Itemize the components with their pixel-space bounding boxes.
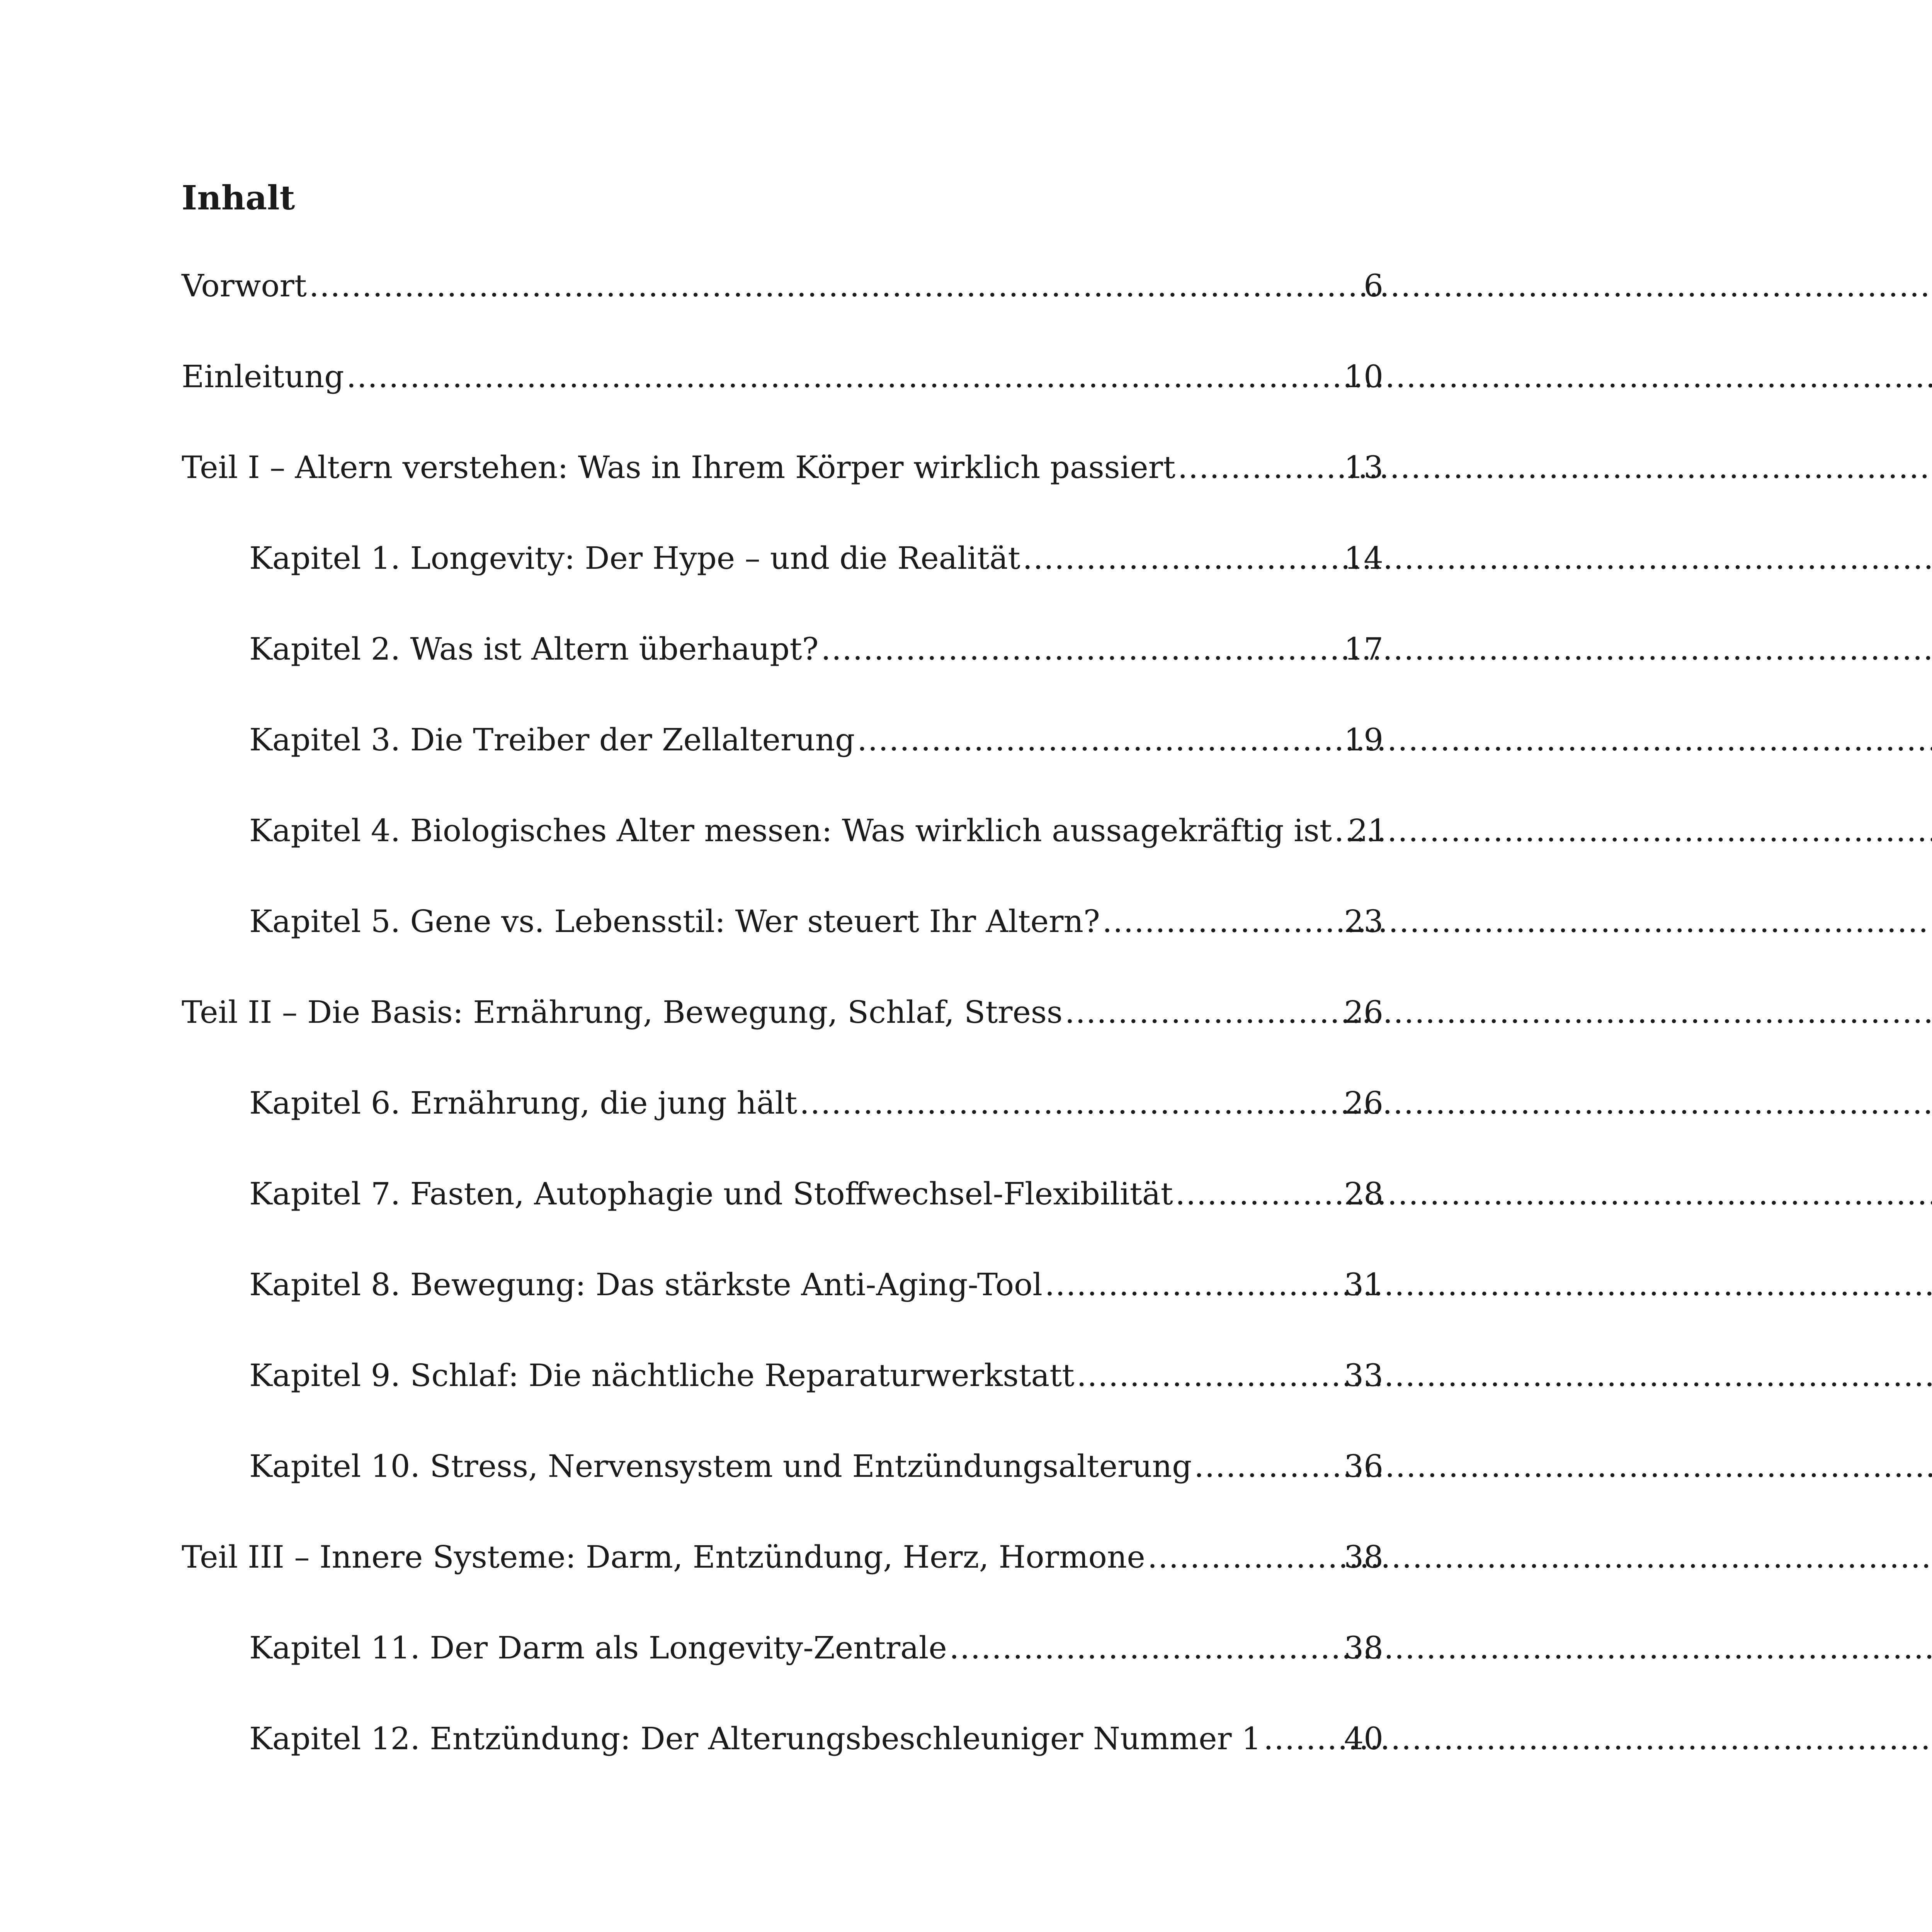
toc-entry [182, 361, 1383, 452]
dot-leader [1148, 1542, 1342, 1573]
toc-entry-title: Vorwort [182, 268, 307, 304]
toc-entry-title: Kapitel 1. Longevity: Der Hype – und die Realität [249, 540, 1020, 576]
toc-entry-page: 28 [1344, 1176, 1383, 1212]
toc-entry-title: Kapitel 11. Der Darm als Longevity-Zentrale [249, 1630, 947, 1666]
dot-leader [1045, 1269, 1342, 1300]
dot-leader [1102, 906, 1342, 937]
toc-entry [182, 270, 1383, 361]
dot-leader [346, 361, 1342, 392]
toc-entry-title: Kapitel 6. Ernährung, die jung hält [249, 1085, 798, 1121]
toc-entry [182, 1085, 1383, 1179]
toc-entry-page: 26 [1344, 1085, 1383, 1121]
toc-entry-title: Teil III – Innere Systeme: Darm, Entzündung, Herz, Hormone [182, 1539, 1145, 1575]
toc-entry-page: 19 [1344, 722, 1383, 758]
dot-leader [1023, 543, 1342, 574]
toc-entry-page: 31 [1344, 1267, 1383, 1303]
dot-leader [1065, 997, 1342, 1028]
toc-entry [182, 724, 1383, 815]
toc-entry [182, 994, 1383, 1088]
toc-entry-page: 40 [1344, 1721, 1383, 1757]
dot-leader [1178, 452, 1342, 483]
toc-entry [182, 1723, 1383, 1814]
dot-leader [1334, 815, 1346, 846]
toc-entry-page: 38 [1344, 1630, 1383, 1666]
toc-entry-page: 14 [1344, 540, 1383, 576]
toc-entry [182, 1269, 1383, 1360]
toc-entry-page: 13 [1344, 449, 1383, 485]
toc-entry [182, 813, 1388, 906]
toc-entry-page: 17 [1344, 631, 1383, 667]
toc-entry-page: 38 [1344, 1539, 1383, 1575]
toc-entry [182, 631, 1383, 724]
toc-entry-page: 10 [1344, 359, 1383, 395]
dot-leader [821, 634, 1342, 665]
toc-entry [182, 1448, 1383, 1542]
toc-entry-title: Kapitel 7. Fasten, Autophagie und Stoffwechsel-Flexibilität [249, 1176, 1173, 1212]
toc-entry-page: 6 [1364, 268, 1383, 304]
toc-entry [182, 1630, 1383, 1723]
toc-entry-page: 33 [1344, 1357, 1383, 1393]
dot-leader [949, 1633, 1342, 1663]
toc-entry [182, 1357, 1383, 1451]
toc-entry [182, 903, 1383, 997]
dot-leader [1077, 1360, 1342, 1391]
toc-entry [182, 540, 1383, 634]
dot-leader [309, 270, 1361, 301]
toc-entry-title: Teil I – Altern verstehen: Was in Ihrem Körper wirklich passiert [182, 449, 1175, 485]
toc-entry-page: 21 [1348, 813, 1388, 849]
toc-entry [182, 1176, 1383, 1269]
toc-entry-page: 26 [1344, 994, 1383, 1030]
toc-entry-title: Kapitel 5. Gene vs. Lebensstil: Wer steuert Ihr Altern? [249, 903, 1100, 939]
dot-leader [857, 724, 1342, 755]
toc-entry-title: Teil II – Die Basis: Ernährung, Bewegung, Schlaf, Stress [182, 994, 1063, 1030]
toc-entry-title: Kapitel 9. Schlaf: Die nächtliche Reparaturwerkstatt [249, 1357, 1075, 1393]
dot-leader [1264, 1723, 1342, 1754]
toc-entry-page: 23 [1344, 903, 1383, 939]
toc-entry [182, 449, 1383, 543]
toc-entry-title: Kapitel 10. Stress, Nervensystem und Entzündungsalterung [249, 1448, 1192, 1484]
toc-heading: Inhalt [182, 179, 295, 218]
toc-entry-title: Einleitung [182, 359, 344, 395]
dot-leader [799, 1088, 1342, 1119]
dot-leader [1194, 1451, 1342, 1482]
dot-leader [1175, 1179, 1342, 1209]
toc-entry-title: Kapitel 3. Die Treiber der Zellalterung [249, 722, 855, 758]
toc-entry-page: 36 [1344, 1448, 1383, 1484]
toc-entry [182, 1539, 1383, 1633]
toc-entry-title: Kapitel 2. Was ist Altern überhaupt? [249, 631, 819, 667]
table-of-contents [182, 268, 1388, 1814]
toc-entry-title: Kapitel 8. Bewegung: Das stärkste Anti-Aging-Tool [249, 1267, 1043, 1303]
toc-entry-title: Kapitel 4. Biologisches Alter messen: Was wirklich aussagekräftig ist [249, 813, 1332, 849]
toc-entry-title: Kapitel 12. Entzündung: Der Alterungsbeschleuniger Nummer 1 [249, 1721, 1261, 1757]
